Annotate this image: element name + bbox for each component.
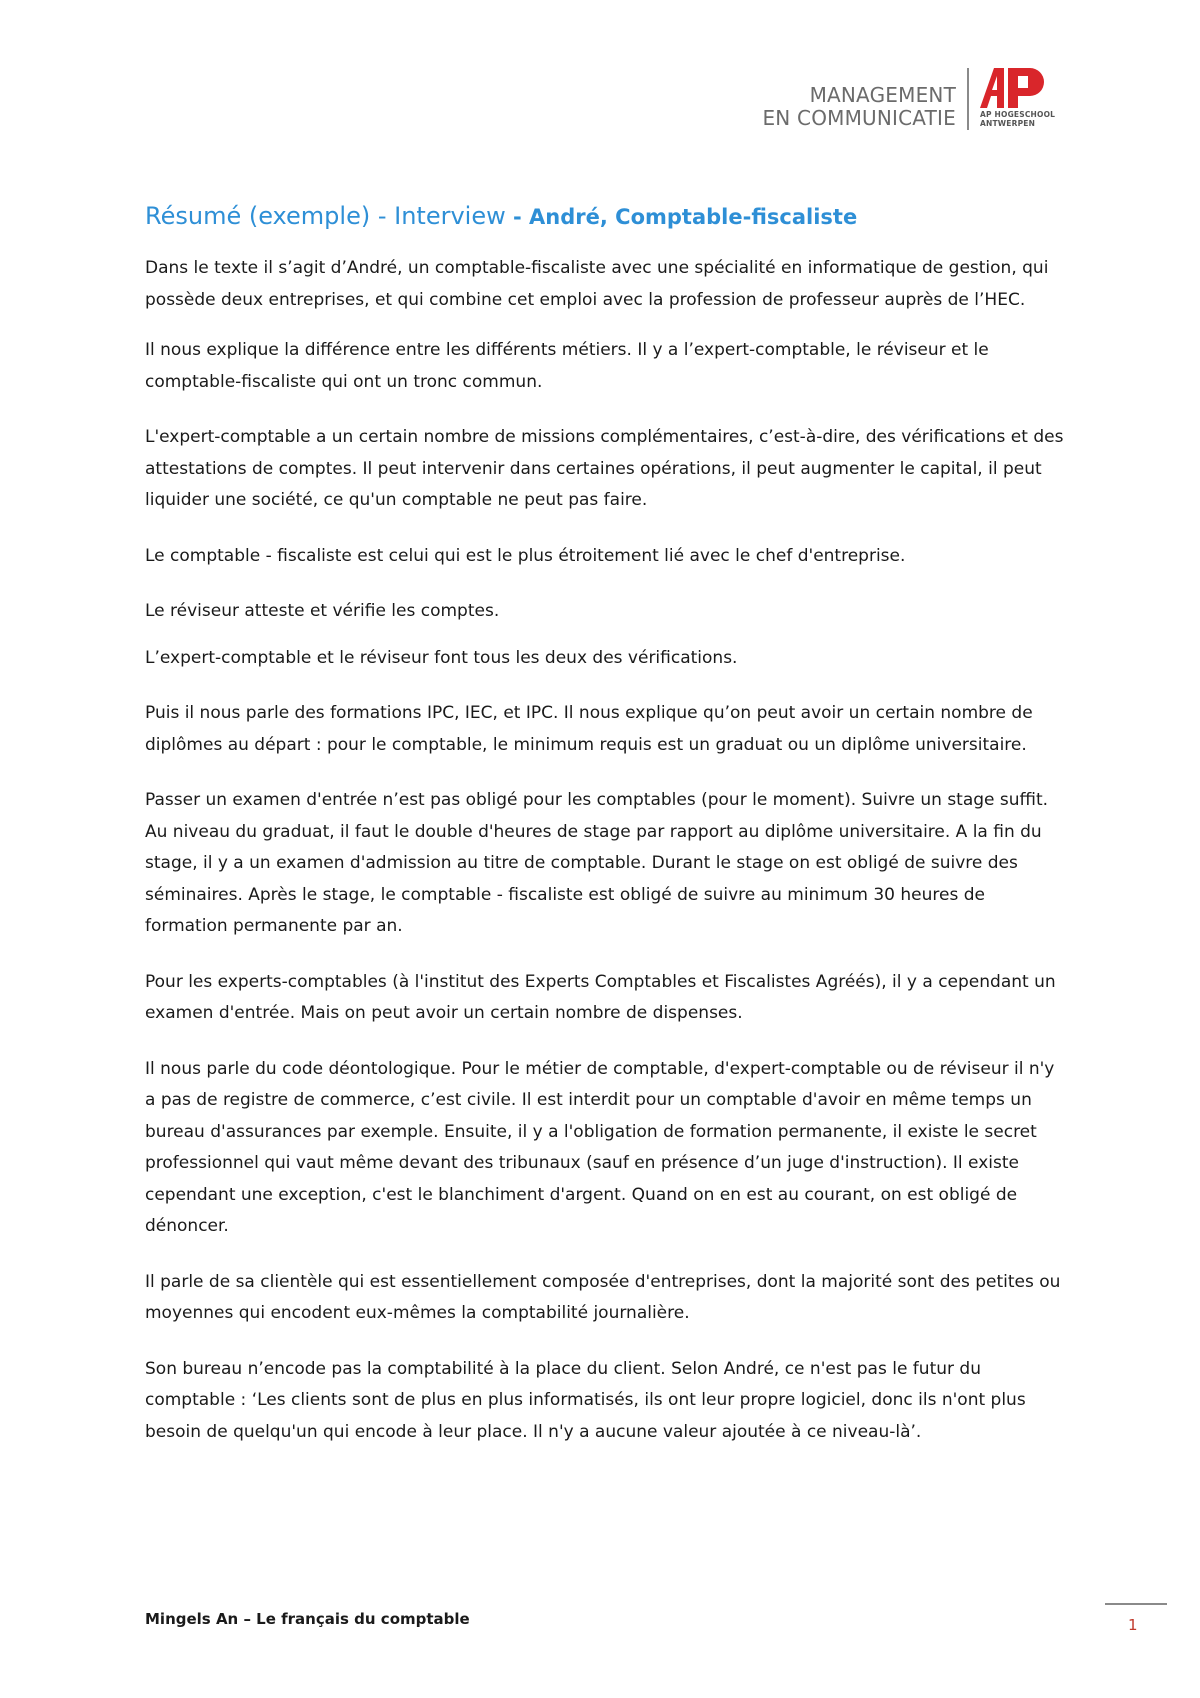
paragraph: Passer un examen d'entrée n’est pas obligé pour les comptables (pour le moment). Suivre un stage suffit. Au niveau du graduat, il faut le double d'heures de stage par rapport au diplôme universitaire. A la fin du stage, il y a un examen d'admission au titre de comptable. Durant le stage on est obligé de suivre des séminaires. Après le stage, le comptable - fiscaliste est obligé de suivre au minimum 30 heures de formation permanente par an. <box>145 790 1049 936</box>
paragraph: Son bureau n’encode pas la comptabilité à la place du client. Selon André, ce n'est pas le futur du comptable : ‘Les clients sont de plus en plus informatisés, ils ont leur propre logiciel, donc ils n'ont plus besoin de quelqu'un qui encode à leur place. Il n'y a aucune valeur ajoutée à ce niveau-là’. <box>145 1358 1026 1442</box>
logo-sub-antwerpen: ANTWERPEN <box>980 119 1036 128</box>
title-main: Résumé (exemple) - Interview <box>145 202 506 230</box>
paragraph: Le réviseur atteste et vérifie les comptes. <box>145 601 500 621</box>
logo-sub-hogeschool: AP HOGESCHOOL <box>980 110 1056 119</box>
paragraph: L'expert-comptable a un certain nombre de missions complémentaires, c’est-à-dire, des vérifications et des attestations de comptes. Il peut intervenir dans certaines opérations, il peut augmenter le capital, il peut liquider une société, ce qu'un comptable ne peut pas faire. <box>145 427 1064 510</box>
footer-author-title: Mingels An – Le français du comptable <box>145 1610 470 1628</box>
ap-logo-icon <box>978 68 1050 108</box>
paragraph: Il parle de sa clientèle qui est essentiellement composée d'entreprises, dont la majorité sont des petites ou moyennes qui encodent eux-mêmes la comptabilité journalière. <box>145 1271 1061 1323</box>
paragraph: Puis il nous parle des formations IPC, IEC, et IPC. Il nous explique qu’on peut avoir un certain nombre de diplômes au départ : pour le comptable, le minimum requis est un graduat ou un diplôme universitaire. <box>145 703 1033 755</box>
logo-wordmark <box>762 84 956 130</box>
logo-line-management: MANAGEMENT <box>809 83 956 107</box>
paragraph: Le comptable - fiscaliste est celui qui est le plus étroitement lié avec le chef d'entreprise. <box>145 545 906 566</box>
paragraph: Pour les experts-comptables (à l'institut des Experts Comptables et Fiscalistes Agréés), il y a cependant un examen d'entrée. Mais on peut avoir un certain nombre de dispenses. <box>145 971 1056 1023</box>
paragraph: L’expert-comptable et le réviseur font tous les deux des vérifications. <box>145 647 738 668</box>
document-title <box>145 202 857 230</box>
paragraph: Dans le texte il s’agit d’André, un comptable-fiscaliste avec une spécialité en informatique de gestion, qui possède deux entreprises, et qui combine cet emploi avec la profession de professeur auprès de l’HEC. <box>145 258 1049 310</box>
logo-divider <box>967 68 969 130</box>
paragraph: Il nous parle du code déontologique. Pour le métier de comptable, d'expert-comptable ou de réviseur il n'y a pas de registre de commerce, c’est civile. Il est interdit pour un comptable d'avoir en même temps un bureau d'assurances par exemple. Ensuite, il y a l'obligation de formation permanente, il existe le secret professionnel qui vaut même devant des tribunaux (sauf en présence d’un juge d'instruction). Il existe cependant une exception, c'est le blanchiment d'argent. Quand on en est au courant, on est obligé de dénoncer. <box>145 1058 1055 1236</box>
logo-subtitle <box>980 110 1055 128</box>
footer-rule <box>1105 1603 1167 1605</box>
page-number: 1 <box>1128 1616 1138 1634</box>
logo-line-communicatie: EN COMMUNICATIE <box>762 106 956 130</box>
title-subtitle: - André, Comptable-fiscaliste <box>505 205 858 229</box>
document-body <box>145 253 1065 1467</box>
paragraph: Il nous explique la différence entre les différents métiers. Il y a l’expert-comptable, le réviseur et le comptable-fiscaliste qui ont un tronc commun. <box>145 340 989 392</box>
